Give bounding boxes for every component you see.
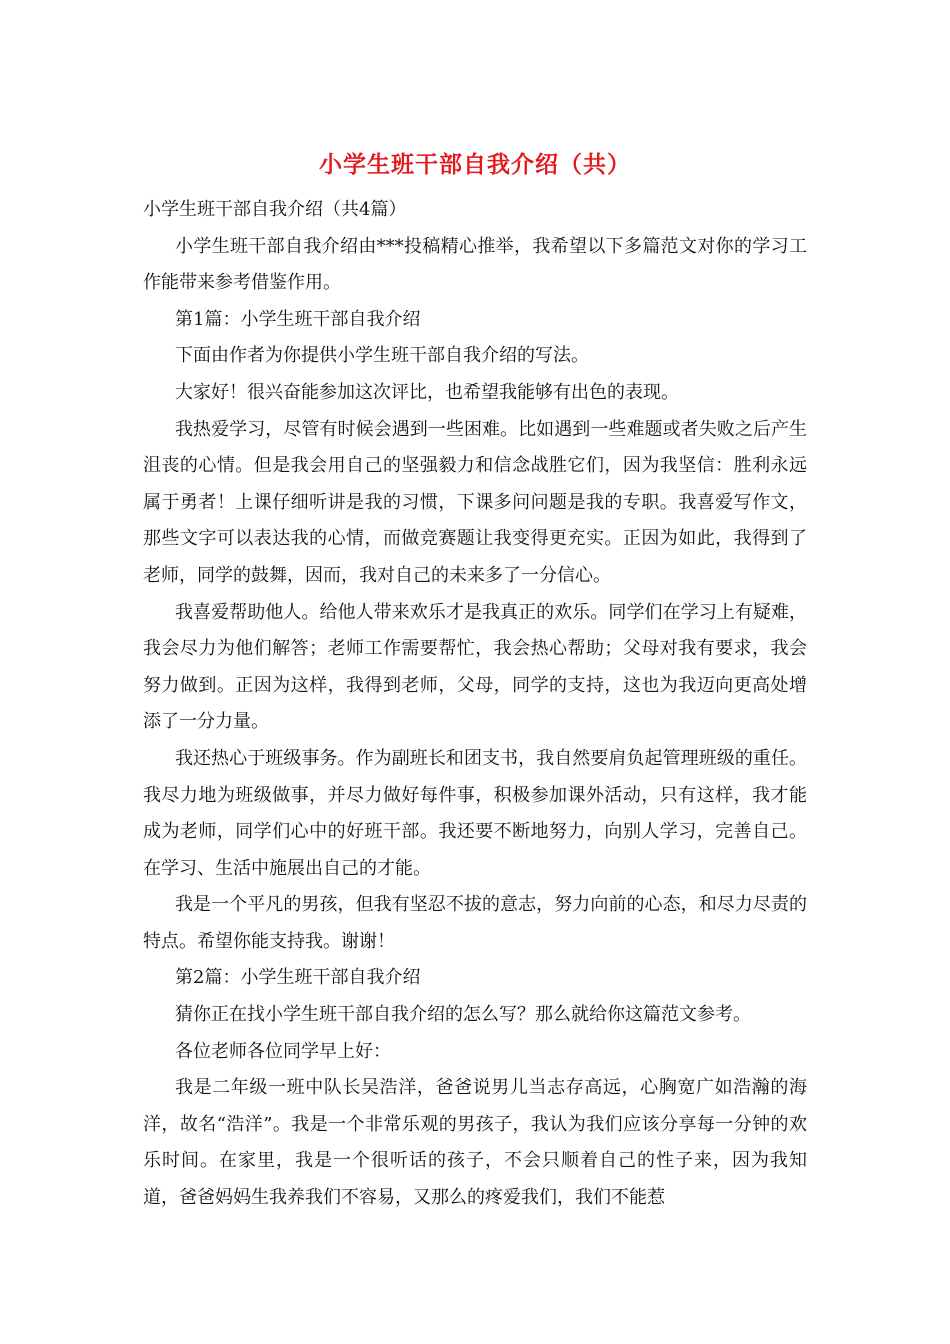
paragraph: 各位老师各位同学早上好：: [175, 1040, 391, 1062]
paragraph: 我是二年级一班中队长吴浩洋，爸爸说男儿当志存高远，心胸宽广如浩瀚的海洋，故名“浩洋”。我是一个非常乐观的男孩子，我认为我们应该分享每一分钟的欢乐时间。在家里，我是一个很听话的孩子，不会只顺着自己的性子来，因为我知道，爸爸妈妈生我养我们不容易，又那么的疼爱我们，我们不能惹: [143, 1077, 807, 1209]
section-heading: 第1篇：小学生班干部自我介绍: [175, 308, 421, 330]
document-title: 小学生班干部自我介绍（共）: [319, 151, 631, 178]
paragraph: 我还热心于班级事务。作为副班长和团支书，我自然要肩负起管理班级的重任。我尽力地为班级做事，并尽力做好每件事，积极参加课外活动，只有这样，我才能成为老师，同学们心中的好班干部。我还要不断地努力，向别人学习，完善自己。在学习、生活中施展出自己的才能。: [143, 747, 807, 879]
paragraph: 小学生班干部自我介绍由***投稿精心推举，我希望以下多篇范文对你的学习工作能带来参考借鉴作用。: [143, 235, 807, 294]
document-body: [143, 192, 807, 1217]
paragraph: 大家好！很兴奋能参加这次评比，也希望我能够有出色的表现。: [175, 381, 679, 403]
paragraph: 小学生班干部自我介绍（共4篇）: [143, 199, 407, 220]
paragraph: 下面由作者为你提供小学生班干部自我介绍的写法。: [175, 345, 589, 367]
paragraph: 我喜爱帮助他人。给他人带来欢乐才是我真正的欢乐。同学们在学习上有疑难，我会尽力为他们解答；老师工作需要帮忙，我会热心帮助；父母对我有要求，我会努力做到。正因为这样，我得到老师，父母，同学的支持，这也为我迈向更高处增添了一分力量。: [143, 601, 807, 733]
paragraph: 猜你正在找小学生班干部自我介绍的怎么写？那么就给你这篇范文参考。: [175, 1004, 751, 1026]
section-heading: 第2篇：小学生班干部自我介绍: [175, 967, 421, 989]
paragraph: 我是一个平凡的男孩，但我有坚忍不拔的意志，努力向前的心态，和尽力尽责的特点。希望你能支持我。谢谢！: [143, 894, 807, 952]
paragraph: 我热爱学习，尽管有时候会遇到一些困难。比如遇到一些难题或者失败之后产生沮丧的心情。但是我会用自己的坚强毅力和信念战胜它们，因为我坚信：胜利永远属于勇者！上课仔细听讲是我的习惯，下课多问问题是我的专职。我喜爱写作文，那些文字可以表达我的心情，而做竞赛题让我变得更充实。正因为如此，我得到了老师，同学的鼓舞，因而，我对自己的未来多了一分信心。: [143, 418, 807, 586]
document-page: [143, 150, 807, 1217]
